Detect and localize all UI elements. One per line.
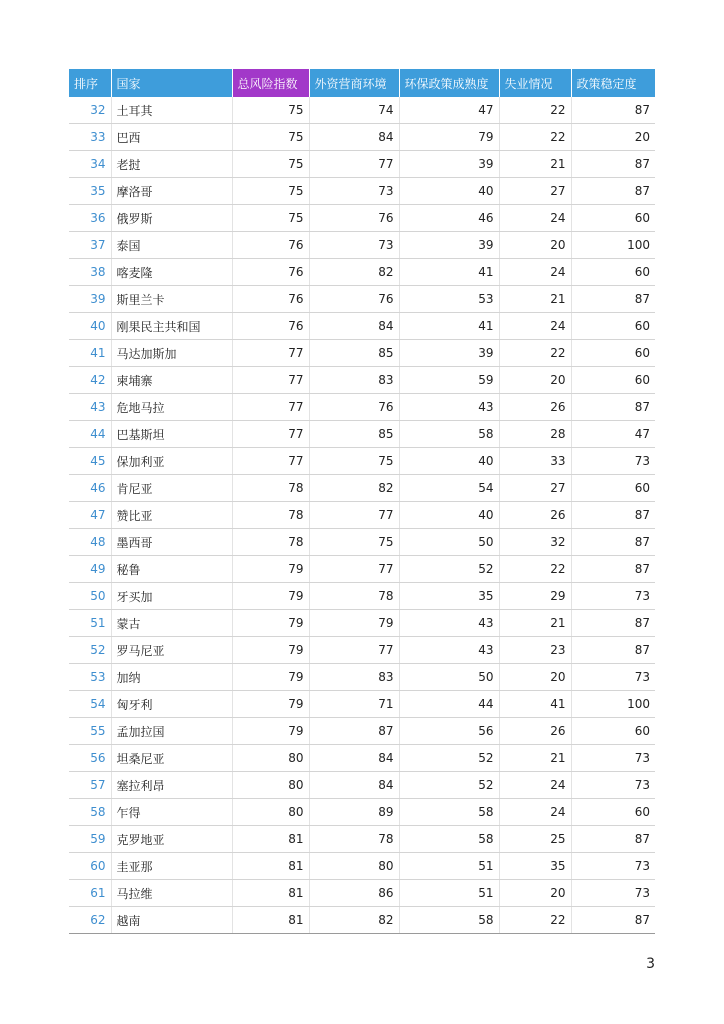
country-cell: 孟加拉国 <box>111 718 232 745</box>
rank-cell: 57 <box>69 772 111 799</box>
total-risk-index-cell: 80 <box>232 799 309 826</box>
total-risk-index-cell: 78 <box>232 475 309 502</box>
environmental-policy-cell: 44 <box>399 691 499 718</box>
policy-stability-cell: 73 <box>571 772 655 799</box>
foreign-investment-cell: 89 <box>309 799 399 826</box>
table-row <box>69 610 655 637</box>
country-cell: 土耳其 <box>111 97 232 124</box>
unemployment-cell: 28 <box>499 421 571 448</box>
foreign-investment-cell: 75 <box>309 529 399 556</box>
rank-cell: 62 <box>69 907 111 934</box>
total-risk-index-cell: 79 <box>232 610 309 637</box>
rank-cell: 38 <box>69 259 111 286</box>
unemployment-cell: 25 <box>499 826 571 853</box>
table-row <box>69 313 655 340</box>
country-cell: 保加利亚 <box>111 448 232 475</box>
policy-stability-cell: 87 <box>571 610 655 637</box>
foreign-investment-cell: 82 <box>309 475 399 502</box>
rank-cell: 51 <box>69 610 111 637</box>
environmental-policy-cell: 52 <box>399 745 499 772</box>
country-cell: 加纳 <box>111 664 232 691</box>
total-risk-index-cell: 77 <box>232 367 309 394</box>
country-cell: 俄罗斯 <box>111 205 232 232</box>
total-risk-index-cell: 75 <box>232 178 309 205</box>
risk-index-table <box>69 69 655 934</box>
total-risk-index-cell: 79 <box>232 664 309 691</box>
rank-cell: 39 <box>69 286 111 313</box>
header-row <box>69 69 655 97</box>
policy-stability-cell: 73 <box>571 448 655 475</box>
policy-stability-cell: 73 <box>571 853 655 880</box>
rank-cell: 54 <box>69 691 111 718</box>
total-risk-index-cell: 77 <box>232 394 309 421</box>
foreign-investment-cell: 82 <box>309 259 399 286</box>
unemployment-cell: 22 <box>499 97 571 124</box>
foreign-investment-cell: 74 <box>309 97 399 124</box>
policy-stability-cell: 87 <box>571 178 655 205</box>
table-row <box>69 772 655 799</box>
table-header <box>69 69 655 97</box>
foreign-investment-cell: 79 <box>309 610 399 637</box>
table-row <box>69 691 655 718</box>
foreign-investment-cell: 75 <box>309 448 399 475</box>
foreign-investment-cell: 84 <box>309 313 399 340</box>
total-risk-index-cell: 81 <box>232 880 309 907</box>
rank-cell: 61 <box>69 880 111 907</box>
unemployment-cell: 32 <box>499 529 571 556</box>
unemployment-cell: 22 <box>499 340 571 367</box>
foreign-investment-cell: 73 <box>309 232 399 259</box>
total-risk-index-cell: 75 <box>232 205 309 232</box>
rank-cell: 60 <box>69 853 111 880</box>
policy-stability-cell: 87 <box>571 502 655 529</box>
foreign-investment-cell: 84 <box>309 124 399 151</box>
rank-cell: 43 <box>69 394 111 421</box>
policy-stability-cell: 87 <box>571 286 655 313</box>
rank-cell: 45 <box>69 448 111 475</box>
country-cell: 蒙古 <box>111 610 232 637</box>
unemployment-cell: 26 <box>499 502 571 529</box>
foreign-investment-cell: 77 <box>309 502 399 529</box>
country-cell: 圭亚那 <box>111 853 232 880</box>
table-row <box>69 97 655 124</box>
environmental-policy-cell: 41 <box>399 259 499 286</box>
country-cell: 巴基斯坦 <box>111 421 232 448</box>
rank-cell: 58 <box>69 799 111 826</box>
policy-stability-cell: 60 <box>571 367 655 394</box>
environmental-policy-cell: 43 <box>399 637 499 664</box>
environmental-policy-cell: 50 <box>399 664 499 691</box>
table-row <box>69 826 655 853</box>
foreign-investment-cell: 85 <box>309 421 399 448</box>
country-cell: 赞比亚 <box>111 502 232 529</box>
total-risk-index-cell: 76 <box>232 259 309 286</box>
environmental-policy-cell: 47 <box>399 97 499 124</box>
country-cell: 危地马拉 <box>111 394 232 421</box>
unemployment-cell: 26 <box>499 394 571 421</box>
rank-cell: 41 <box>69 340 111 367</box>
policy-stability-cell: 73 <box>571 745 655 772</box>
rank-cell: 42 <box>69 367 111 394</box>
table-row <box>69 367 655 394</box>
unemployment-cell: 24 <box>499 205 571 232</box>
country-cell: 斯里兰卡 <box>111 286 232 313</box>
table-row <box>69 232 655 259</box>
foreign-investment-cell: 87 <box>309 718 399 745</box>
rank-cell: 35 <box>69 178 111 205</box>
unemployment-cell: 24 <box>499 799 571 826</box>
unemployment-cell: 21 <box>499 151 571 178</box>
table-row <box>69 664 655 691</box>
rank-cell: 55 <box>69 718 111 745</box>
table-row <box>69 421 655 448</box>
environmental-policy-cell: 50 <box>399 529 499 556</box>
total-risk-index-cell: 75 <box>232 97 309 124</box>
total-risk-index-cell: 79 <box>232 637 309 664</box>
unemployment-cell: 27 <box>499 178 571 205</box>
country-cell: 泰国 <box>111 232 232 259</box>
total-risk-index-cell: 78 <box>232 502 309 529</box>
foreign-investment-cell: 76 <box>309 205 399 232</box>
policy-stability-cell: 60 <box>571 475 655 502</box>
unemployment-cell: 24 <box>499 772 571 799</box>
environmental-policy-cell: 58 <box>399 826 499 853</box>
header-total-risk-index: 总风险指数 <box>232 69 309 97</box>
foreign-investment-cell: 73 <box>309 178 399 205</box>
country-cell: 墨西哥 <box>111 529 232 556</box>
rank-cell: 36 <box>69 205 111 232</box>
unemployment-cell: 21 <box>499 610 571 637</box>
unemployment-cell: 20 <box>499 367 571 394</box>
total-risk-index-cell: 77 <box>232 448 309 475</box>
rank-cell: 50 <box>69 583 111 610</box>
unemployment-cell: 41 <box>499 691 571 718</box>
rank-cell: 44 <box>69 421 111 448</box>
environmental-policy-cell: 54 <box>399 475 499 502</box>
header-environmental-policy-maturity: 环保政策成熟度 <box>399 69 499 97</box>
rank-cell: 40 <box>69 313 111 340</box>
environmental-policy-cell: 46 <box>399 205 499 232</box>
foreign-investment-cell: 76 <box>309 286 399 313</box>
foreign-investment-cell: 77 <box>309 556 399 583</box>
table-row <box>69 637 655 664</box>
table-row <box>69 718 655 745</box>
table-row <box>69 529 655 556</box>
environmental-policy-cell: 40 <box>399 502 499 529</box>
total-risk-index-cell: 76 <box>232 286 309 313</box>
country-cell: 匈牙利 <box>111 691 232 718</box>
table-row <box>69 178 655 205</box>
table-body <box>69 97 655 934</box>
country-cell: 塞拉利昂 <box>111 772 232 799</box>
environmental-policy-cell: 43 <box>399 610 499 637</box>
total-risk-index-cell: 77 <box>232 340 309 367</box>
environmental-policy-cell: 40 <box>399 448 499 475</box>
total-risk-index-cell: 76 <box>232 232 309 259</box>
header-unemployment: 失业情况 <box>499 69 571 97</box>
total-risk-index-cell: 81 <box>232 853 309 880</box>
rank-cell: 34 <box>69 151 111 178</box>
foreign-investment-cell: 82 <box>309 907 399 934</box>
table-row <box>69 745 655 772</box>
foreign-investment-cell: 83 <box>309 367 399 394</box>
country-cell: 马拉维 <box>111 880 232 907</box>
header-country: 国家 <box>111 69 232 97</box>
country-cell: 乍得 <box>111 799 232 826</box>
table-row <box>69 907 655 934</box>
environmental-policy-cell: 39 <box>399 151 499 178</box>
table-row <box>69 556 655 583</box>
environmental-policy-cell: 40 <box>399 178 499 205</box>
environmental-policy-cell: 58 <box>399 907 499 934</box>
environmental-policy-cell: 58 <box>399 421 499 448</box>
environmental-policy-cell: 79 <box>399 124 499 151</box>
rank-cell: 59 <box>69 826 111 853</box>
table-row <box>69 394 655 421</box>
total-risk-index-cell: 75 <box>232 151 309 178</box>
unemployment-cell: 27 <box>499 475 571 502</box>
policy-stability-cell: 73 <box>571 583 655 610</box>
policy-stability-cell: 73 <box>571 664 655 691</box>
policy-stability-cell: 87 <box>571 394 655 421</box>
foreign-investment-cell: 85 <box>309 340 399 367</box>
header-policy-stability: 政策稳定度 <box>571 69 655 97</box>
environmental-policy-cell: 51 <box>399 880 499 907</box>
unemployment-cell: 21 <box>499 745 571 772</box>
table-row <box>69 583 655 610</box>
policy-stability-cell: 87 <box>571 637 655 664</box>
header-foreign-investment-environment: 外资营商环境 <box>309 69 399 97</box>
rank-cell: 37 <box>69 232 111 259</box>
policy-stability-cell: 60 <box>571 313 655 340</box>
policy-stability-cell: 47 <box>571 421 655 448</box>
foreign-investment-cell: 78 <box>309 583 399 610</box>
unemployment-cell: 20 <box>499 232 571 259</box>
policy-stability-cell: 87 <box>571 556 655 583</box>
country-cell: 牙买加 <box>111 583 232 610</box>
foreign-investment-cell: 80 <box>309 853 399 880</box>
unemployment-cell: 24 <box>499 313 571 340</box>
table-row <box>69 205 655 232</box>
table-row <box>69 151 655 178</box>
policy-stability-cell: 60 <box>571 718 655 745</box>
policy-stability-cell: 60 <box>571 799 655 826</box>
country-cell: 越南 <box>111 907 232 934</box>
table-row <box>69 799 655 826</box>
total-risk-index-cell: 79 <box>232 691 309 718</box>
header-rank: 排序 <box>69 69 111 97</box>
country-cell: 克罗地亚 <box>111 826 232 853</box>
rank-cell: 46 <box>69 475 111 502</box>
unemployment-cell: 20 <box>499 664 571 691</box>
rank-cell: 47 <box>69 502 111 529</box>
foreign-investment-cell: 84 <box>309 745 399 772</box>
unemployment-cell: 22 <box>499 124 571 151</box>
table-row <box>69 475 655 502</box>
policy-stability-cell: 60 <box>571 205 655 232</box>
table-row <box>69 124 655 151</box>
total-risk-index-cell: 77 <box>232 421 309 448</box>
total-risk-index-cell: 75 <box>232 124 309 151</box>
country-cell: 巴西 <box>111 124 232 151</box>
country-cell: 秘鲁 <box>111 556 232 583</box>
environmental-policy-cell: 58 <box>399 799 499 826</box>
country-cell: 老挝 <box>111 151 232 178</box>
country-cell: 肯尼亚 <box>111 475 232 502</box>
table-row <box>69 340 655 367</box>
foreign-investment-cell: 76 <box>309 394 399 421</box>
total-risk-index-cell: 79 <box>232 718 309 745</box>
foreign-investment-cell: 86 <box>309 880 399 907</box>
unemployment-cell: 22 <box>499 907 571 934</box>
policy-stability-cell: 87 <box>571 151 655 178</box>
unemployment-cell: 35 <box>499 853 571 880</box>
foreign-investment-cell: 77 <box>309 637 399 664</box>
foreign-investment-cell: 77 <box>309 151 399 178</box>
rank-cell: 49 <box>69 556 111 583</box>
table-row <box>69 448 655 475</box>
country-cell: 喀麦隆 <box>111 259 232 286</box>
environmental-policy-cell: 52 <box>399 772 499 799</box>
table-row <box>69 853 655 880</box>
policy-stability-cell: 100 <box>571 232 655 259</box>
rank-cell: 32 <box>69 97 111 124</box>
total-risk-index-cell: 79 <box>232 556 309 583</box>
environmental-policy-cell: 35 <box>399 583 499 610</box>
environmental-policy-cell: 43 <box>399 394 499 421</box>
environmental-policy-cell: 51 <box>399 853 499 880</box>
foreign-investment-cell: 78 <box>309 826 399 853</box>
total-risk-index-cell: 80 <box>232 745 309 772</box>
rank-cell: 52 <box>69 637 111 664</box>
total-risk-index-cell: 81 <box>232 826 309 853</box>
country-cell: 摩洛哥 <box>111 178 232 205</box>
policy-stability-cell: 87 <box>571 826 655 853</box>
rank-cell: 48 <box>69 529 111 556</box>
total-risk-index-cell: 76 <box>232 313 309 340</box>
environmental-policy-cell: 52 <box>399 556 499 583</box>
policy-stability-cell: 20 <box>571 124 655 151</box>
unemployment-cell: 29 <box>499 583 571 610</box>
unemployment-cell: 23 <box>499 637 571 664</box>
environmental-policy-cell: 56 <box>399 718 499 745</box>
policy-stability-cell: 60 <box>571 340 655 367</box>
policy-stability-cell: 73 <box>571 880 655 907</box>
page-number: 3 <box>646 956 655 972</box>
table-row <box>69 259 655 286</box>
country-cell: 坦桑尼亚 <box>111 745 232 772</box>
environmental-policy-cell: 39 <box>399 232 499 259</box>
country-cell: 刚果民主共和国 <box>111 313 232 340</box>
foreign-investment-cell: 83 <box>309 664 399 691</box>
total-risk-index-cell: 80 <box>232 772 309 799</box>
policy-stability-cell: 87 <box>571 907 655 934</box>
table-row <box>69 286 655 313</box>
unemployment-cell: 20 <box>499 880 571 907</box>
unemployment-cell: 21 <box>499 286 571 313</box>
environmental-policy-cell: 59 <box>399 367 499 394</box>
total-risk-index-cell: 78 <box>232 529 309 556</box>
total-risk-index-cell: 79 <box>232 583 309 610</box>
policy-stability-cell: 100 <box>571 691 655 718</box>
environmental-policy-cell: 53 <box>399 286 499 313</box>
unemployment-cell: 26 <box>499 718 571 745</box>
country-cell: 罗马尼亚 <box>111 637 232 664</box>
country-cell: 马达加斯加 <box>111 340 232 367</box>
unemployment-cell: 33 <box>499 448 571 475</box>
rank-cell: 56 <box>69 745 111 772</box>
environmental-policy-cell: 41 <box>399 313 499 340</box>
total-risk-index-cell: 81 <box>232 907 309 934</box>
country-cell: 柬埔寨 <box>111 367 232 394</box>
unemployment-cell: 24 <box>499 259 571 286</box>
table-row <box>69 502 655 529</box>
environmental-policy-cell: 39 <box>399 340 499 367</box>
policy-stability-cell: 60 <box>571 259 655 286</box>
unemployment-cell: 22 <box>499 556 571 583</box>
rank-cell: 33 <box>69 124 111 151</box>
table-row <box>69 880 655 907</box>
policy-stability-cell: 87 <box>571 97 655 124</box>
foreign-investment-cell: 71 <box>309 691 399 718</box>
policy-stability-cell: 87 <box>571 529 655 556</box>
foreign-investment-cell: 84 <box>309 772 399 799</box>
rank-cell: 53 <box>69 664 111 691</box>
